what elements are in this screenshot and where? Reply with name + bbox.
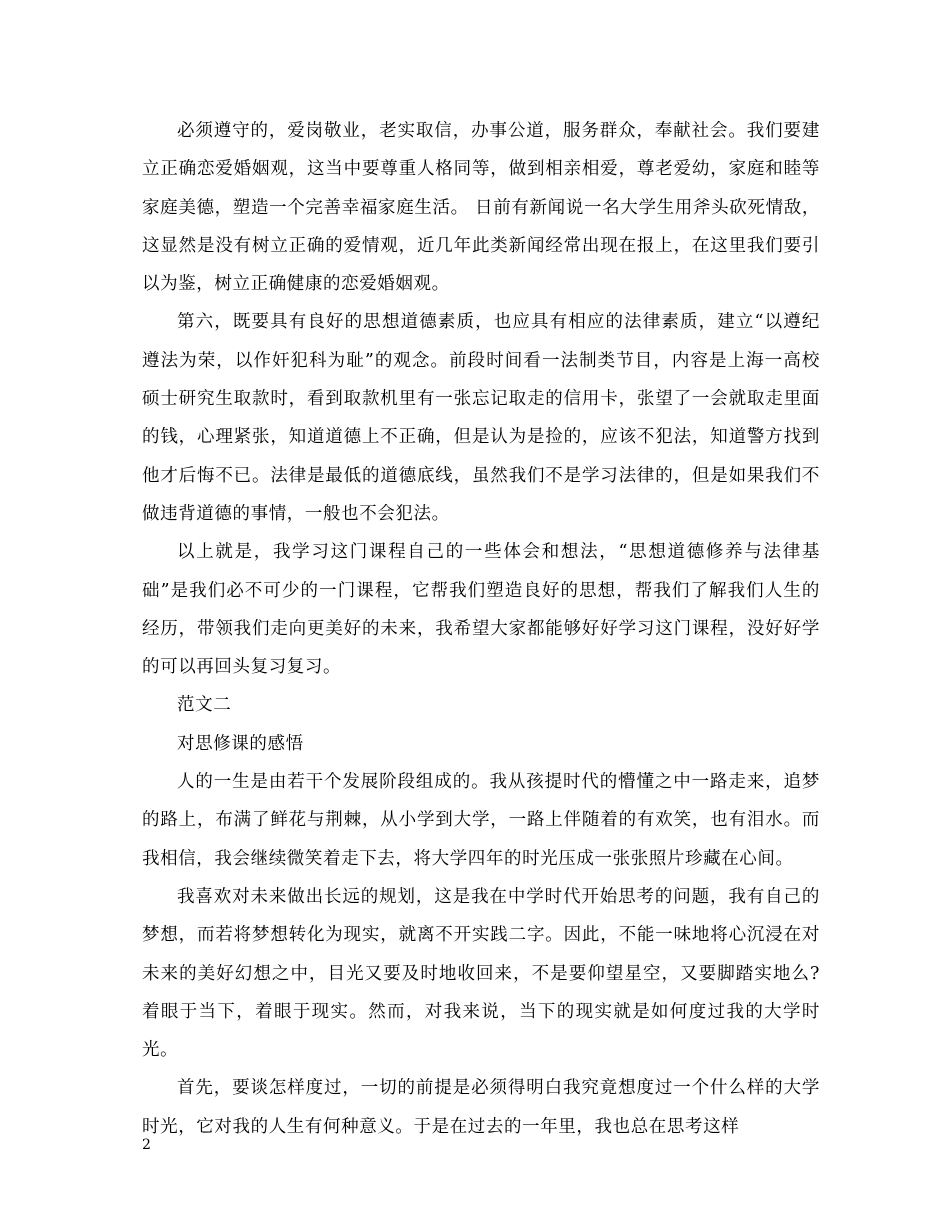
paragraph-sixth-point: 第六，既要具有良好的思想道德素质，也应具有相应的法律素质，建立“以遵纪遵法为荣，以作奸犯科为耻”的观念。前段时间看一法制类节目，内容是上海一高校硕士研究生取款时，看到取款机里有一张忘记取走的信用卡，张望了一会就取走里面的钱，心理紧张，知道道德上不正确，但是认为是捡的，应该不犯法，知道警方找到他才后悔不已。法律是最低的道德底线，虽然我们不是学习法律的，但是如果我们不做违背道德的事情，一般也不会犯法。 bbox=[142, 312, 820, 524]
paragraph-planning: 我喜欢对未来做出长远的规划，这是我在中学时代开始思考的问题，我有自己的梦想，而若将梦想转化为现实，就离不开实践二字。因此，不能一味地将心沉浸在对未来的美好幻想之中，目光又要及时地收回来，不是要仰望星空，又要脚踏实地么?着眼于当下，着眼于现实。然而，对我来说，当下的现实就是如何度过我的大学时光。 bbox=[142, 886, 820, 1061]
paragraph-first: 首先，要谈怎样度过，一切的前提是必须得明白我究竟想度过一个什么样的大学时光，它对我的人生有何种意义。于是在过去的一年里，我也总在思考这样 bbox=[142, 1078, 820, 1137]
section-label: 范文二 bbox=[177, 695, 232, 716]
page-number: 2 bbox=[142, 1137, 151, 1153]
paragraph-continuation: 必须遵守的，爱岗敬业，老实取信，办事公道，服务群众，奉献社会。我们要建立正确恋爱婚姻观，这当中要尊重人格同等，做到相亲相爱，尊老爱幼，家庭和睦等家庭美德，塑造一个完善幸福家庭生活。 日前有新闻说一名大学生用斧头砍死情敌，这显然是没有树立正确的爱情观，近几年此类新闻经常出现在报上，在这里我们要引以为鉴，树立正确健康的恋爱婚姻观。 bbox=[142, 121, 820, 295]
paragraph-intro: 人的一生是由若干个发展阶段组成的。我从孩提时代的懵懂之中一路走来，追梦的路上，布满了鲜花与荆棘，从小学到大学，一路上伴随着的有欢笑，也有泪水。而我相信，我会继续微笑着走下去，将大学四年的时光压成一张张照片珍藏在心间。 bbox=[142, 772, 820, 869]
body-text bbox=[142, 112, 820, 1146]
paragraph-conclusion: 以上就是，我学习这门课程自己的一些体会和想法，“思想道德修养与法律基础”是我们必不可少的一门课程，它帮我们塑造良好的思想，帮我们了解我们人生的经历，带领我们走向更美好的未来，我希望大家都能够好好学习这门课程，没好好学的可以再回头复习复习。 bbox=[142, 542, 820, 678]
essay-title: 对思修课的感悟 bbox=[177, 733, 304, 754]
